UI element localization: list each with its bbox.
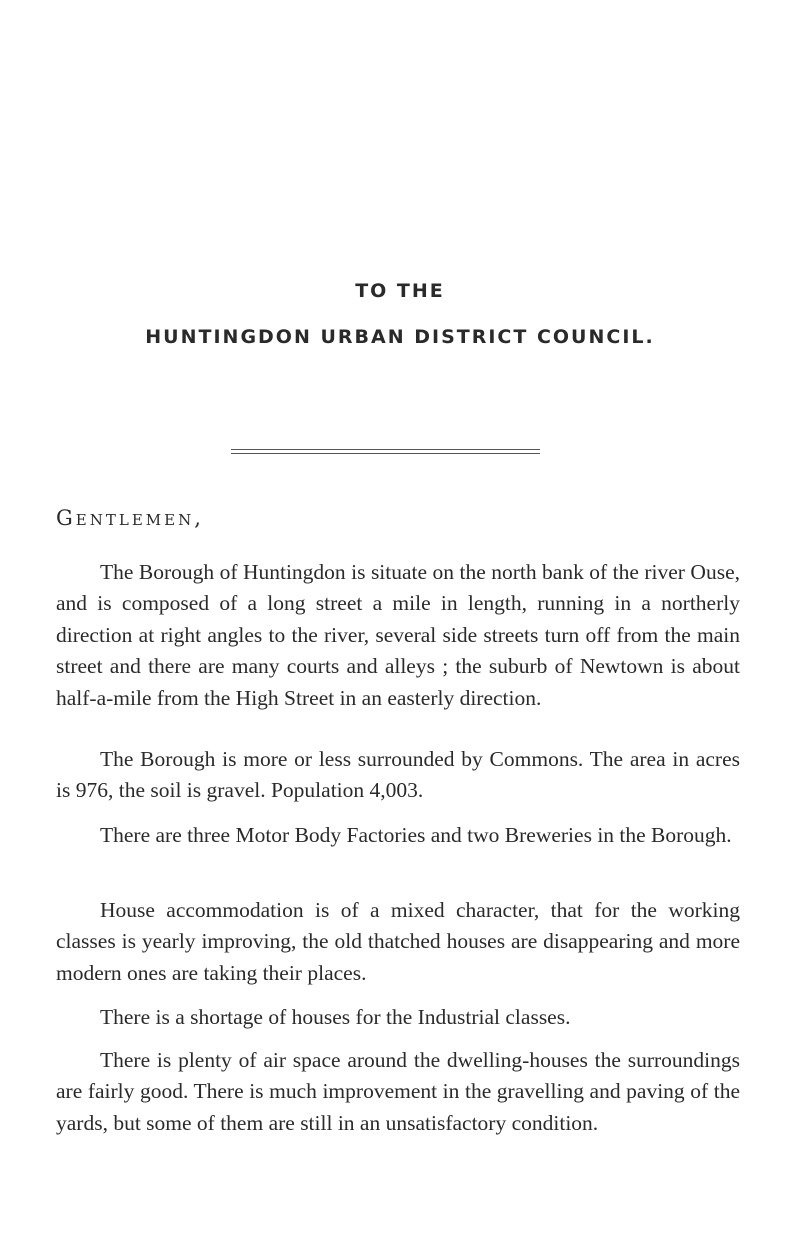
salutation: Gentlemen, <box>56 506 204 530</box>
paragraph-factories: There are three Motor Body Factories and two Breweries in the Borough. <box>100 823 732 847</box>
heading-to: TO THE <box>355 280 445 302</box>
paragraph-borough-location: The Borough of Huntingdon is situate on the north bank of the river Ouse, and is composed of a long street a mile in length, running in a northerly direction at right angles to the river, several side streets turn off from the main street and there are many courts and alleys ; the suburb of Newtown is about half-a-mile from the High Street in an easterly direction. <box>56 560 740 710</box>
paragraph-air-space: There is plenty of air space around the dwelling-houses the surroundings are fairly good. There is much improvement in the gravelling and paving of the yards, but some of them are still in an unsatisfactory condition. <box>56 1048 740 1135</box>
paragraph-housing-shortage: There is a shortage of houses for the Industrial classes. <box>100 1005 571 1029</box>
double-rule-divider <box>231 449 540 454</box>
paragraph-area-population: The Borough is more or less surrounded by Commons. The area in acres is 976, the soil is gravel. Population 4,003. <box>56 747 740 803</box>
paragraph-house-accommodation: House accommodation is of a mixed character, that for the working classes is yearly improving, the old thatched houses are disappearing and more modern ones are taking their places. <box>56 898 740 985</box>
heading-council-name: HUNTINGDON URBAN DISTRICT COUNCIL. <box>145 326 655 348</box>
